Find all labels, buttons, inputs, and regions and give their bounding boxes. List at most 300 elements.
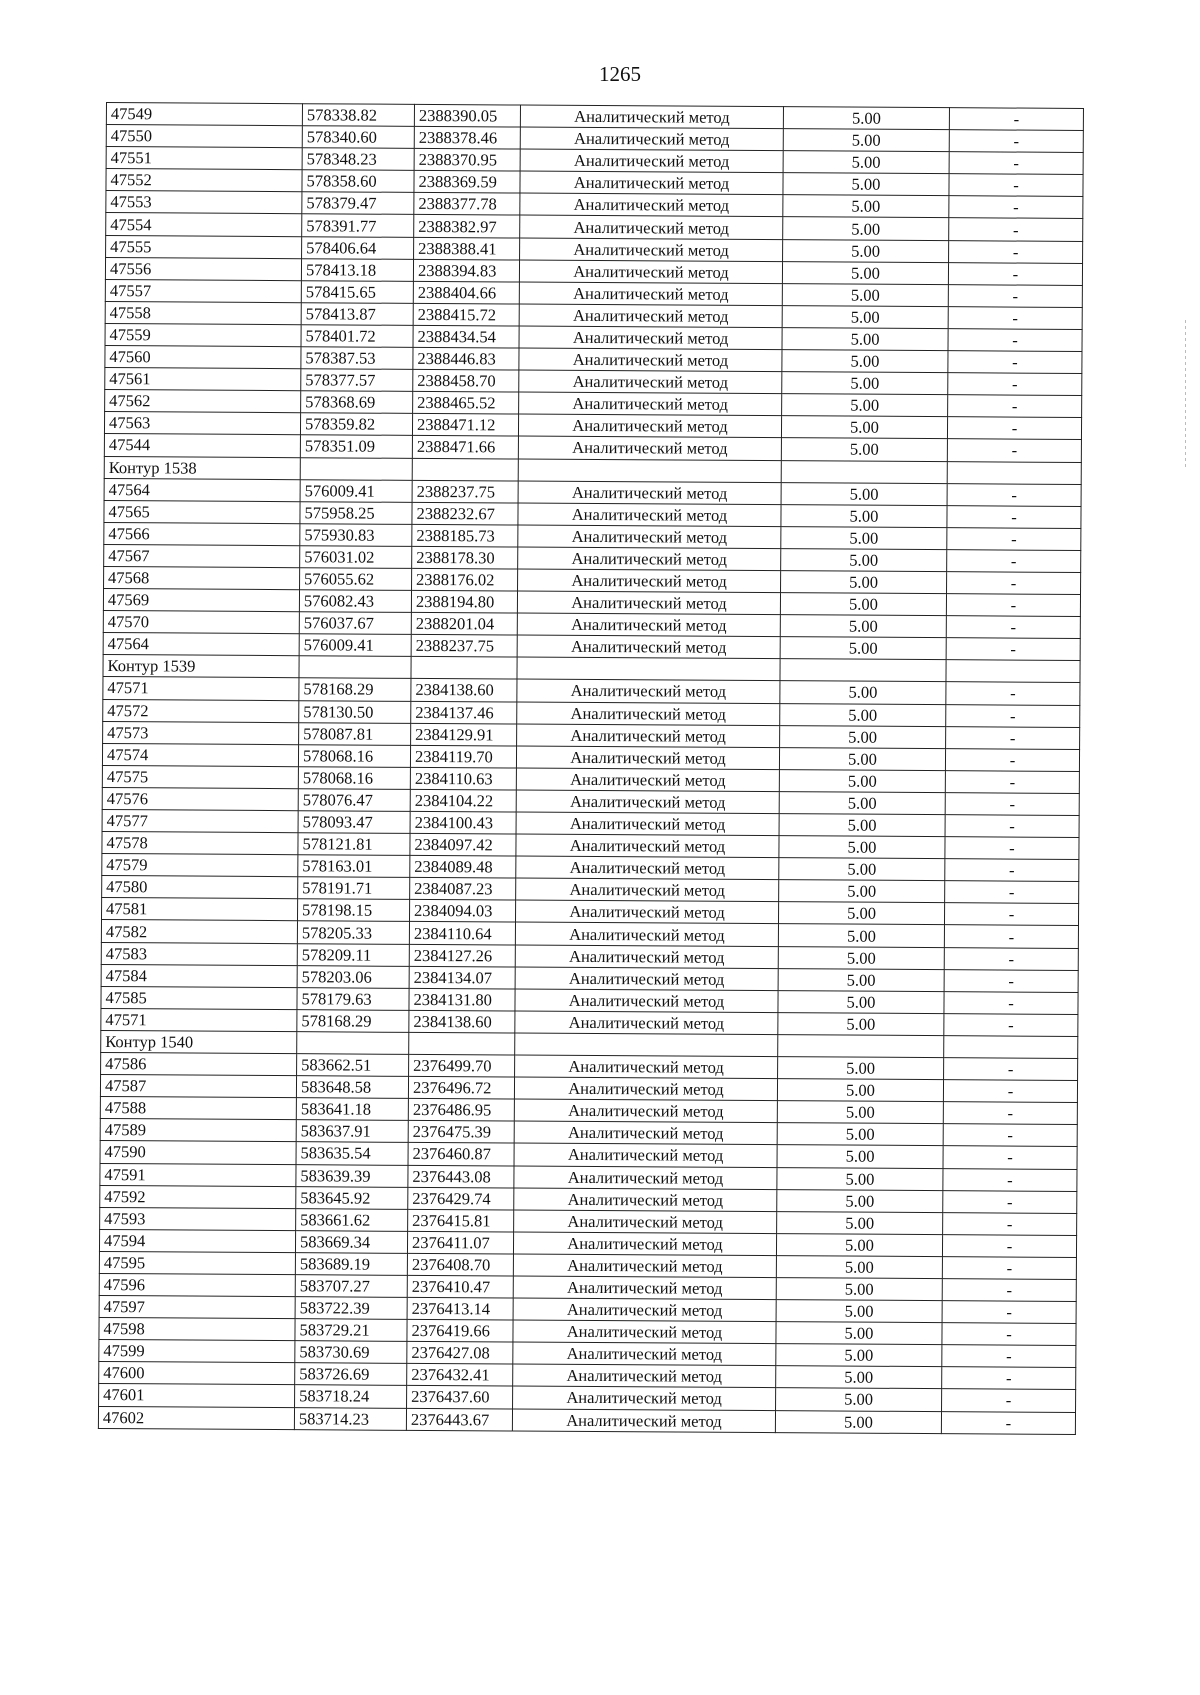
method-cell: Аналитический метод xyxy=(519,326,782,350)
contour-label: Контур 1539 xyxy=(103,655,299,678)
y-cell: 2388176.02 xyxy=(412,568,518,591)
note-cell: - xyxy=(943,1168,1077,1191)
point-id-cell: 47602 xyxy=(98,1406,294,1429)
accuracy-cell: 5.00 xyxy=(783,151,949,174)
point-id-cell: 47601 xyxy=(99,1384,295,1407)
point-id-cell: 47592 xyxy=(100,1185,296,1208)
x-cell: 583669.34 xyxy=(295,1230,407,1253)
y-cell xyxy=(411,657,517,680)
point-id-cell: 47593 xyxy=(100,1207,296,1230)
method-cell: Аналитический метод xyxy=(520,193,783,217)
method-cell: Аналитический метод xyxy=(515,922,778,946)
x-cell: 575958.25 xyxy=(300,501,412,524)
method-cell: Аналитический метод xyxy=(517,724,780,748)
method-cell: Аналитический метод xyxy=(516,790,779,814)
coordinates-table-body xyxy=(98,103,1083,1435)
x-cell: 583641.18 xyxy=(296,1098,408,1121)
method-cell: Аналитический метод xyxy=(516,834,779,858)
x-cell: 578203.06 xyxy=(297,965,409,988)
x-cell: 576055.62 xyxy=(300,568,412,591)
y-cell: 2388382.97 xyxy=(414,215,520,238)
x-cell: 578198.15 xyxy=(297,899,409,922)
y-cell xyxy=(409,1032,515,1055)
point-id-cell: 47576 xyxy=(102,787,298,810)
point-id-cell: 47550 xyxy=(106,125,302,148)
accuracy-cell: 5.00 xyxy=(777,1189,943,1212)
method-cell: Аналитический метод xyxy=(515,945,778,969)
note-cell: - xyxy=(945,770,1079,793)
point-id-cell: 47578 xyxy=(102,832,298,855)
method-cell: Аналитический метод xyxy=(520,105,783,129)
accuracy-cell: 5.00 xyxy=(783,129,949,152)
x-cell: 583635.54 xyxy=(296,1142,408,1165)
accuracy-cell: 5.00 xyxy=(776,1366,942,1389)
x-cell: 578406.64 xyxy=(302,236,414,259)
point-id-cell: 47551 xyxy=(106,147,302,170)
method-cell: Аналитический метод xyxy=(518,547,781,571)
y-cell: 2376443.08 xyxy=(408,1165,514,1188)
note-cell xyxy=(946,660,1080,683)
point-id-cell: 47553 xyxy=(106,191,302,214)
y-cell: 2388232.67 xyxy=(412,502,518,525)
x-cell: 578348.23 xyxy=(302,148,414,171)
x-cell: 583639.39 xyxy=(296,1164,408,1187)
note-cell: - xyxy=(942,1234,1076,1257)
table-row xyxy=(98,1406,1075,1434)
point-id-cell: 47583 xyxy=(101,942,297,965)
point-id-cell: 47580 xyxy=(102,876,298,899)
x-cell: 578076.47 xyxy=(298,789,410,812)
method-cell: Аналитический метод xyxy=(514,1121,777,1145)
contour-label: Контур 1540 xyxy=(101,1030,297,1053)
method-cell: Аналитический метод xyxy=(513,1232,776,1256)
accuracy-cell: 5.00 xyxy=(782,350,948,373)
point-id-cell: 47555 xyxy=(106,235,302,258)
point-id-cell: 47561 xyxy=(105,368,301,391)
point-id-cell: 47566 xyxy=(104,522,300,545)
x-cell: 576082.43 xyxy=(299,590,411,613)
note-cell: - xyxy=(943,1146,1077,1169)
point-id-cell: 47586 xyxy=(101,1053,297,1076)
note-cell: - xyxy=(948,306,1082,329)
point-id-cell: 47581 xyxy=(102,898,298,921)
y-cell: 2388370.95 xyxy=(414,149,520,172)
x-cell: 578379.47 xyxy=(302,192,414,215)
y-cell: 2388434.54 xyxy=(413,325,519,348)
y-cell: 2376419.66 xyxy=(407,1320,513,1343)
x-cell: 583662.51 xyxy=(297,1054,409,1077)
note-cell: - xyxy=(948,351,1082,374)
note-cell: - xyxy=(945,748,1079,771)
method-cell: Аналитический метод xyxy=(519,370,782,394)
point-id-cell: 47582 xyxy=(101,920,297,943)
point-id-cell: 47549 xyxy=(106,103,302,126)
note-cell: - xyxy=(947,505,1081,528)
y-cell: 2384097.42 xyxy=(410,833,516,856)
point-id-cell: 47565 xyxy=(104,500,300,523)
point-id-cell: 47585 xyxy=(101,986,297,1009)
accuracy-cell: 5.00 xyxy=(776,1322,942,1345)
accuracy-cell: 5.00 xyxy=(783,173,949,196)
point-id-cell: 47590 xyxy=(100,1141,296,1164)
point-id-cell: 47568 xyxy=(104,566,300,589)
accuracy-cell: 5.00 xyxy=(779,814,945,837)
accuracy-cell: 5.00 xyxy=(776,1233,942,1256)
note-cell: - xyxy=(943,1124,1077,1147)
note-cell: - xyxy=(942,1301,1076,1324)
note-cell: - xyxy=(949,196,1083,219)
point-id-cell: 47598 xyxy=(99,1318,295,1341)
x-cell: 578191.71 xyxy=(298,877,410,900)
note-cell: - xyxy=(945,837,1079,860)
y-cell: 2384134.07 xyxy=(409,966,515,989)
x-cell: 583689.19 xyxy=(295,1253,407,1276)
method-cell: Аналитический метод xyxy=(518,503,781,527)
point-id-cell: 47589 xyxy=(100,1119,296,1142)
y-cell: 2376437.60 xyxy=(407,1386,513,1409)
accuracy-cell: 5.00 xyxy=(777,1167,943,1190)
x-cell: 576031.02 xyxy=(300,546,412,569)
y-cell: 2388388.41 xyxy=(414,237,520,260)
accuracy-cell: 5.00 xyxy=(779,858,945,881)
y-cell: 2384087.23 xyxy=(410,878,516,901)
y-cell: 2384131.80 xyxy=(409,988,515,1011)
x-cell: 578168.29 xyxy=(297,1010,409,1033)
y-cell: 2388185.73 xyxy=(412,524,518,547)
method-cell: Аналитический метод xyxy=(516,768,779,792)
y-cell: 2384119.70 xyxy=(410,745,516,768)
note-cell: - xyxy=(944,1058,1078,1081)
method-cell xyxy=(518,459,781,483)
point-id-cell: 47570 xyxy=(103,611,299,634)
point-id-cell: 47556 xyxy=(105,257,301,280)
method-cell: Аналитический метод xyxy=(519,282,782,306)
note-cell: - xyxy=(947,572,1081,595)
method-cell: Аналитический метод xyxy=(517,591,780,615)
point-id-cell: 47577 xyxy=(102,809,298,832)
point-id-cell: 47564 xyxy=(103,633,299,656)
accuracy-cell: 5.00 xyxy=(779,836,945,859)
point-id-cell: 47588 xyxy=(100,1097,296,1120)
x-cell: 578168.29 xyxy=(299,678,411,701)
x-cell: 576009.41 xyxy=(300,479,412,502)
accuracy-cell: 5.00 xyxy=(780,681,946,704)
accuracy-cell: 5.00 xyxy=(780,725,946,748)
method-cell: Аналитический метод xyxy=(518,525,781,549)
accuracy-cell: 5.00 xyxy=(782,394,948,417)
note-cell: - xyxy=(943,1190,1077,1213)
method-cell: Аналитический метод xyxy=(513,1386,776,1410)
x-cell: 576009.41 xyxy=(299,634,411,657)
y-cell: 2376499.70 xyxy=(409,1054,515,1077)
point-id-cell: 47559 xyxy=(105,323,301,346)
note-cell: - xyxy=(942,1389,1076,1412)
x-cell: 578413.18 xyxy=(301,258,413,281)
method-cell: Аналитический метод xyxy=(516,812,779,836)
method-cell: Аналитический метод xyxy=(520,149,783,173)
note-cell: - xyxy=(946,638,1080,661)
y-cell: 2384100.43 xyxy=(410,811,516,834)
accuracy-cell: 5.00 xyxy=(780,593,946,616)
y-cell: 2388446.83 xyxy=(413,347,519,370)
accuracy-cell: 5.00 xyxy=(781,438,947,461)
note-cell: - xyxy=(948,373,1082,396)
accuracy-cell: 5.00 xyxy=(780,615,946,638)
method-cell: Аналитический метод xyxy=(518,436,781,460)
method-cell: Аналитический метод xyxy=(515,989,778,1013)
point-id-cell: 47552 xyxy=(106,169,302,192)
method-cell: Аналитический метод xyxy=(520,171,783,195)
method-cell: Аналитический метод xyxy=(514,1166,777,1190)
method-cell: Аналитический метод xyxy=(515,1055,778,1079)
note-cell: - xyxy=(947,439,1081,462)
y-cell: 2376415.81 xyxy=(408,1209,514,1232)
y-cell: 2388404.66 xyxy=(413,281,519,304)
note-cell: - xyxy=(947,483,1081,506)
note-cell: - xyxy=(948,284,1082,307)
note-cell: - xyxy=(944,903,1078,926)
y-cell: 2388378.46 xyxy=(414,126,520,149)
method-cell: Аналитический метод xyxy=(517,679,780,703)
y-cell: 2376460.87 xyxy=(408,1143,514,1166)
method-cell: Аналитический метод xyxy=(513,1320,776,1344)
accuracy-cell: 5.00 xyxy=(775,1410,941,1433)
accuracy-cell: 5.00 xyxy=(783,107,949,130)
x-cell: 583707.27 xyxy=(295,1275,407,1298)
point-id-cell: 47560 xyxy=(105,346,301,369)
point-id-cell: 47600 xyxy=(99,1362,295,1385)
method-cell: Аналитический метод xyxy=(517,613,780,637)
accuracy-cell xyxy=(780,659,946,682)
accuracy-cell: 5.00 xyxy=(781,504,947,527)
method-cell: Аналитический метод xyxy=(519,392,782,416)
x-cell: 578163.01 xyxy=(298,855,410,878)
point-id-cell: 47567 xyxy=(104,544,300,567)
x-cell: 578340.60 xyxy=(302,126,414,149)
method-cell: Аналитический метод xyxy=(516,878,779,902)
note-cell: - xyxy=(948,329,1082,352)
x-cell: 583661.62 xyxy=(296,1208,408,1231)
method-cell: Аналитический метод xyxy=(517,635,780,659)
point-id-cell: 47584 xyxy=(101,964,297,987)
accuracy-cell: 5.00 xyxy=(778,1012,944,1035)
accuracy-cell: 5.00 xyxy=(780,637,946,660)
point-id-cell: 47564 xyxy=(104,478,300,501)
y-cell: 2384110.63 xyxy=(410,767,516,790)
method-cell: Аналитический метод xyxy=(515,1011,778,1035)
note-cell: - xyxy=(942,1323,1076,1346)
accuracy-cell: 5.00 xyxy=(783,195,949,218)
accuracy-cell: 5.00 xyxy=(778,990,944,1013)
method-cell: Аналитический метод xyxy=(520,238,783,262)
note-cell: - xyxy=(948,262,1082,285)
point-id-cell: 47571 xyxy=(103,677,299,700)
point-id-cell: 47594 xyxy=(99,1229,295,1252)
method-cell: Аналитический метод xyxy=(515,967,778,991)
y-cell: 2376443.67 xyxy=(406,1408,512,1431)
y-cell: 2376410.47 xyxy=(407,1275,513,1298)
x-cell: 578359.82 xyxy=(300,413,412,436)
point-id-cell: 47574 xyxy=(102,743,298,766)
x-cell: 578415.65 xyxy=(301,280,413,303)
note-cell xyxy=(947,461,1081,484)
method-cell xyxy=(517,657,780,681)
note-cell: - xyxy=(946,704,1080,727)
note-cell: - xyxy=(943,1212,1077,1235)
x-cell: 583645.92 xyxy=(296,1186,408,1209)
accuracy-cell: 5.00 xyxy=(779,747,945,770)
x-cell: 578179.63 xyxy=(297,987,409,1010)
accuracy-cell: 5.00 xyxy=(782,305,948,328)
y-cell: 2384104.22 xyxy=(410,789,516,812)
point-id-cell: 47596 xyxy=(99,1273,295,1296)
accuracy-cell: 5.00 xyxy=(781,416,947,439)
method-cell: Аналитический метод xyxy=(513,1298,776,1322)
accuracy-cell: 5.00 xyxy=(777,1079,943,1102)
method-cell: Аналитический метод xyxy=(514,1099,777,1123)
contour-label: Контур 1538 xyxy=(104,456,300,479)
note-cell: - xyxy=(949,240,1083,263)
note-cell: - xyxy=(945,859,1079,882)
method-cell: Аналитический метод xyxy=(518,481,781,505)
x-cell: 583637.91 xyxy=(296,1120,408,1143)
x-cell: 578377.57 xyxy=(301,369,413,392)
y-cell: 2388377.78 xyxy=(414,193,520,216)
accuracy-cell: 5.00 xyxy=(776,1300,942,1323)
point-id-cell: 47595 xyxy=(99,1251,295,1274)
y-cell: 2384138.60 xyxy=(409,1010,515,1033)
y-cell xyxy=(412,458,518,481)
x-cell: 583714.23 xyxy=(294,1407,406,1430)
note-cell: - xyxy=(946,616,1080,639)
y-cell: 2388369.59 xyxy=(414,171,520,194)
method-cell: Аналитический метод xyxy=(519,260,782,284)
point-id-cell: 47554 xyxy=(106,213,302,236)
accuracy-cell xyxy=(778,1035,944,1058)
x-cell xyxy=(297,1032,409,1055)
y-cell: 2388178.30 xyxy=(412,546,518,569)
accuracy-cell: 5.00 xyxy=(778,902,944,925)
scan-margin-mark xyxy=(1185,320,1186,470)
accuracy-cell: 5.00 xyxy=(783,239,949,262)
note-cell: - xyxy=(946,594,1080,617)
x-cell: 578413.87 xyxy=(301,303,413,326)
x-cell: 578401.72 xyxy=(301,325,413,348)
x-cell: 583730.69 xyxy=(295,1341,407,1364)
note-cell: - xyxy=(945,815,1079,838)
x-cell xyxy=(299,656,411,679)
method-cell: Аналитический метод xyxy=(519,304,782,328)
point-id-cell: 47573 xyxy=(103,721,299,744)
method-cell: Аналитический метод xyxy=(516,856,779,880)
note-cell: - xyxy=(947,527,1081,550)
accuracy-cell: 5.00 xyxy=(782,328,948,351)
note-cell: - xyxy=(942,1279,1076,1302)
method-cell: Аналитический метод xyxy=(517,702,780,726)
method-cell: Аналитический метод xyxy=(512,1409,775,1433)
y-cell: 2376413.14 xyxy=(407,1297,513,1320)
y-cell: 2388237.75 xyxy=(412,480,518,503)
accuracy-cell: 5.00 xyxy=(776,1388,942,1411)
accuracy-cell: 5.00 xyxy=(782,372,948,395)
y-cell: 2376411.07 xyxy=(407,1231,513,1254)
point-id-cell: 47562 xyxy=(105,390,301,413)
point-id-cell: 47569 xyxy=(103,589,299,612)
note-cell: - xyxy=(944,925,1078,948)
accuracy-cell: 5.00 xyxy=(778,1057,944,1080)
y-cell: 2376432.41 xyxy=(407,1364,513,1387)
x-cell: 578391.77 xyxy=(302,214,414,237)
point-id-cell: 47597 xyxy=(99,1296,295,1319)
accuracy-cell: 5.00 xyxy=(782,283,948,306)
page-number: 1265 xyxy=(599,62,641,86)
note-cell: - xyxy=(944,991,1078,1014)
method-cell: Аналитический метод xyxy=(514,1143,777,1167)
method-cell: Аналитический метод xyxy=(513,1276,776,1300)
accuracy-cell xyxy=(781,460,947,483)
point-id-cell: 47575 xyxy=(102,765,298,788)
y-cell: 2384094.03 xyxy=(409,900,515,923)
y-cell: 2384137.46 xyxy=(411,701,517,724)
x-cell: 578338.82 xyxy=(302,104,414,127)
note-cell: - xyxy=(946,682,1080,705)
y-cell: 2376429.74 xyxy=(408,1187,514,1210)
accuracy-cell: 5.00 xyxy=(776,1344,942,1367)
accuracy-cell: 5.00 xyxy=(783,217,949,240)
point-id-cell: 47587 xyxy=(100,1075,296,1098)
method-cell: Аналитический метод xyxy=(513,1342,776,1366)
method-cell: Аналитический метод xyxy=(518,569,781,593)
x-cell: 583648.58 xyxy=(296,1076,408,1099)
y-cell: 2384138.60 xyxy=(411,679,517,702)
note-cell: - xyxy=(946,726,1080,749)
y-cell: 2384110.64 xyxy=(409,922,515,945)
note-cell: - xyxy=(945,881,1079,904)
y-cell: 2388394.83 xyxy=(413,259,519,282)
accuracy-cell: 5.00 xyxy=(780,703,946,726)
y-cell: 2388194.80 xyxy=(411,590,517,613)
point-id-cell: 47599 xyxy=(99,1340,295,1363)
x-cell: 583722.39 xyxy=(295,1297,407,1320)
note-cell: - xyxy=(948,395,1082,418)
x-cell xyxy=(300,457,412,480)
method-cell: Аналитический метод xyxy=(518,414,781,438)
x-cell: 578368.69 xyxy=(301,391,413,414)
note-cell: - xyxy=(941,1411,1075,1434)
method-cell: Аналитический метод xyxy=(514,1188,777,1212)
x-cell: 578121.81 xyxy=(298,833,410,856)
y-cell: 2384127.26 xyxy=(409,944,515,967)
y-cell: 2384089.48 xyxy=(410,856,516,879)
note-cell: - xyxy=(944,969,1078,992)
x-cell: 578358.60 xyxy=(302,170,414,193)
accuracy-cell: 5.00 xyxy=(779,769,945,792)
y-cell: 2388458.70 xyxy=(413,370,519,393)
note-cell: - xyxy=(949,174,1083,197)
point-id-cell: 47579 xyxy=(102,854,298,877)
point-id-cell: 47544 xyxy=(104,434,300,457)
x-cell: 578387.53 xyxy=(301,347,413,370)
y-cell: 2376486.95 xyxy=(408,1099,514,1122)
method-cell: Аналитический метод xyxy=(516,746,779,770)
x-cell: 578068.16 xyxy=(298,767,410,790)
x-cell: 578205.33 xyxy=(297,921,409,944)
method-cell: Аналитический метод xyxy=(520,215,783,239)
x-cell: 578068.16 xyxy=(298,744,410,767)
x-cell: 578130.50 xyxy=(299,700,411,723)
accuracy-cell: 5.00 xyxy=(781,549,947,572)
y-cell: 2376496.72 xyxy=(408,1076,514,1099)
